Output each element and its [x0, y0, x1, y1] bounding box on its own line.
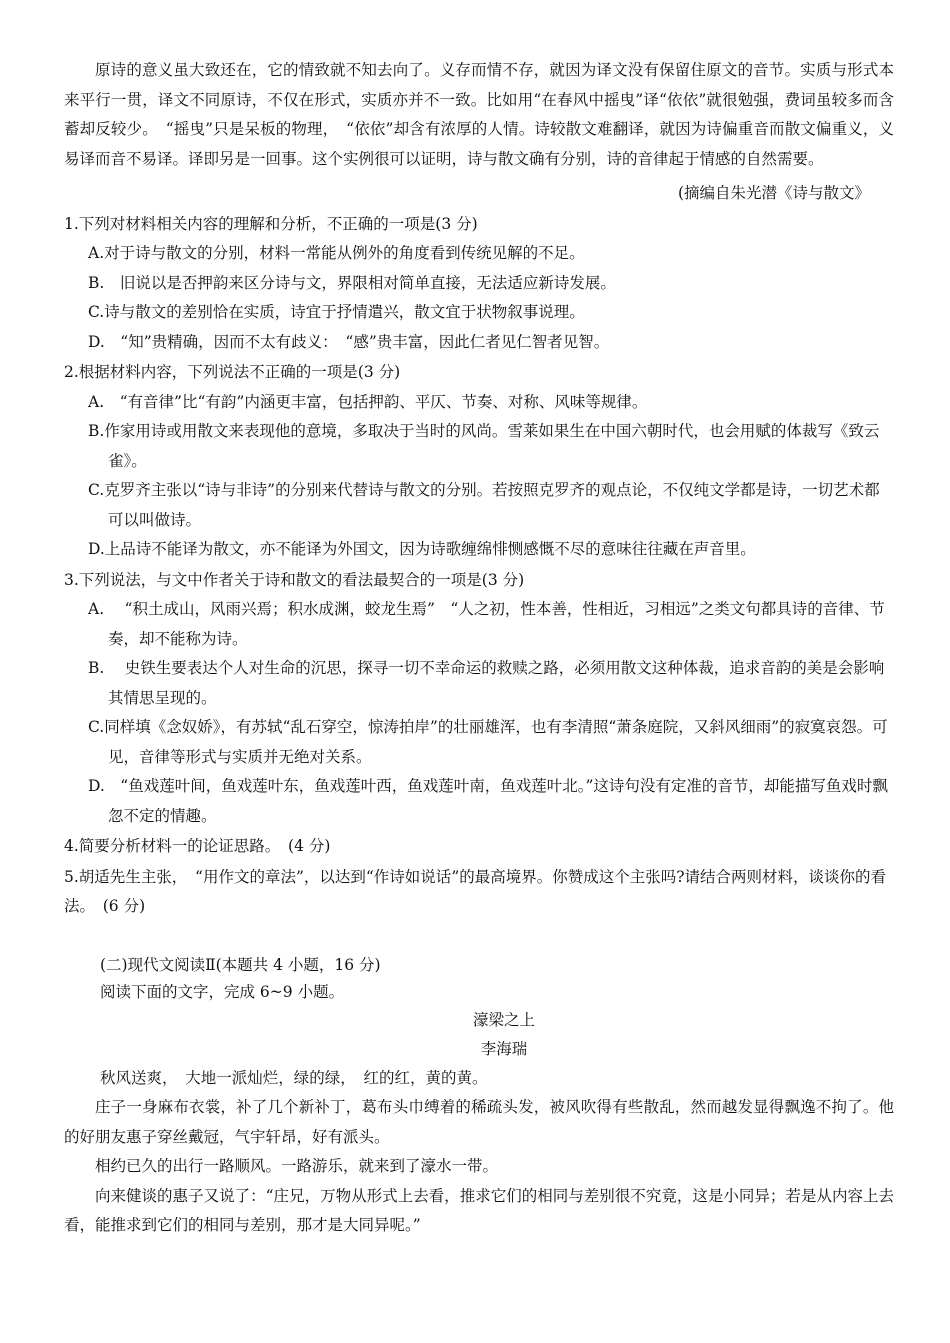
option-b: B.作家用诗或用散文来表现他的意境，多取决于当时的风尚。雪莱如果生在中国六朝时代，也会用赋的体裁写《致云雀》。 [88, 422, 880, 470]
story-author: 李海瑞 [480, 1039, 528, 1058]
story-paragraph: 庄子一身麻布衣裳，补了几个新补丁，葛布头巾缚着的稀疏头发，被风吹得有些散乱，然而越发显得飘逸不拘了。他的好朋友惠子穿丝戴冠，气宇轩昂，好有派头。 [64, 1098, 894, 1146]
question-2 [64, 358, 894, 565]
passage-source: (摘编自朱光潜《诗与散文》 [677, 184, 870, 202]
section-spacer [64, 922, 894, 952]
option-d: D.上品诗不能译为散文，亦不能译为外国文，因为诗歌缠绵悱恻感慨不尽的意味往往藏在声音里。 [88, 540, 756, 558]
option-c: C.诗与散文的差别恰在实质，诗宜于抒情遣兴，散文宜于状物叙事说理。 [88, 303, 585, 321]
question-stem: 2.根据材料内容，下列说法不正确的一项是(3 分) [64, 363, 401, 381]
story-paragraph: 相约已久的出行一路顺风。一路游乐，就来到了濠水一带。 [95, 1157, 499, 1175]
option-d: D. “知”贵精确，因而不太有歧义： “感”贵丰富，因此仁者见仁智者见智。 [88, 332, 610, 351]
option-b: B. 史铁生要表达个人对生命的沉思，探寻一切不幸命运的救赎之路，必须用散文这种体裁，追求音韵的美是会影响其情思呈现的。 [88, 659, 885, 707]
option-b: B. 旧说以是否押韵来区分诗与文，界限相对简单直接，无法适应新诗发展。 [88, 273, 616, 292]
question-1 [64, 210, 894, 358]
question-stem: 3.下列说法，与文中作者关于诗和散文的看法最契合的一项是(3 分) [64, 570, 525, 589]
story-paragraph: 秋风送爽， 大地一派灿烂，绿的绿， 红的红，黄的黄。 [100, 1068, 488, 1087]
section-instruction: 阅读下面的文字，完成 6~9 小题。 [100, 982, 345, 1001]
question-3 [64, 566, 894, 832]
story-title: 濠梁之上 [472, 1010, 535, 1029]
document-page [64, 56, 894, 1241]
section-heading: (二)现代文阅读Ⅱ(本题共 4 小题，16 分) [100, 955, 381, 974]
option-a: A. “积土成山，风雨兴焉；积水成渊，蛟龙生焉” “人之初，性本善，性相近，习相远”之类文句都具诗的音律、节奏，却不能称为诗。 [88, 600, 885, 648]
option-a: A.对于诗与散文的分别，材料一常能从例外的角度看到传统见解的不足。 [88, 244, 585, 262]
option-a: A. “有音律”比“有韵”内涵更丰富，包括押韵、平仄、节奏、对称、风味等规律。 [88, 392, 648, 411]
story-paragraph: 向来健谈的惠子又说了：“庄兄，万物从形式上去看，推求它们的相同与差别很不究竟，这是小同异；若是从内容上去看，能推求到它们的相同与差别，那才是大同异呢。” [64, 1186, 894, 1234]
question-4: 4.简要分析材料一的论证思路。 (4 分) [64, 837, 331, 855]
question-stem: 1.下列对材料相关内容的理解和分析，不正确的一项是(3 分) [64, 214, 478, 233]
question-5: 5.胡适先生主张， “用作文的章法”，以达到“作诗如说话”的最高境界。你赞成这个主张吗?请结合两则材料，谈谈你的看法。 (6 分) [64, 867, 887, 915]
option-c: C.同样填《念奴娇》，有苏轼“乱石穿空，惊涛拍岸”的壮丽雄浑，也有李清照“萧条庭院，又斜风细雨”的寂寞哀怨。可见，音律等形式与实质并无绝对关系。 [88, 718, 888, 766]
option-d: D. “鱼戏莲叶间，鱼戏莲叶东，鱼戏莲叶西，鱼戏莲叶南，鱼戏莲叶北。”这诗句没有定准的音节，却能描写鱼戏时飘忽不定的情趣。 [88, 777, 888, 825]
passage-paragraph: 原诗的意义虽大致还在，它的情致就不知去向了。义存而情不存，就因为译文没有保留住原文的音节。实质与形式本来平行一贯，译文不同原诗，不仅在形式，实质亦并不一致。比如用“在春风中摇曳”译“依依”就很勉强，费词虽较多而含蓄却反较少。 “摇曳”只是呆板的物理， “依依”却含有浓厚的人情。诗较散文难翻译，就因为诗偏重音而散文偏重义，义易译而音不易译。译即另是一回事。这个实例很可以证明，诗与散文确有分别，诗的音律起于情感的自然需要。 [64, 61, 894, 168]
option-c: C.克罗齐主张以“诗与非诗”的分别来代替诗与散文的分别。若按照克罗齐的观点论，不仅纯文学都是诗，一切艺术都可以叫做诗。 [88, 481, 880, 529]
